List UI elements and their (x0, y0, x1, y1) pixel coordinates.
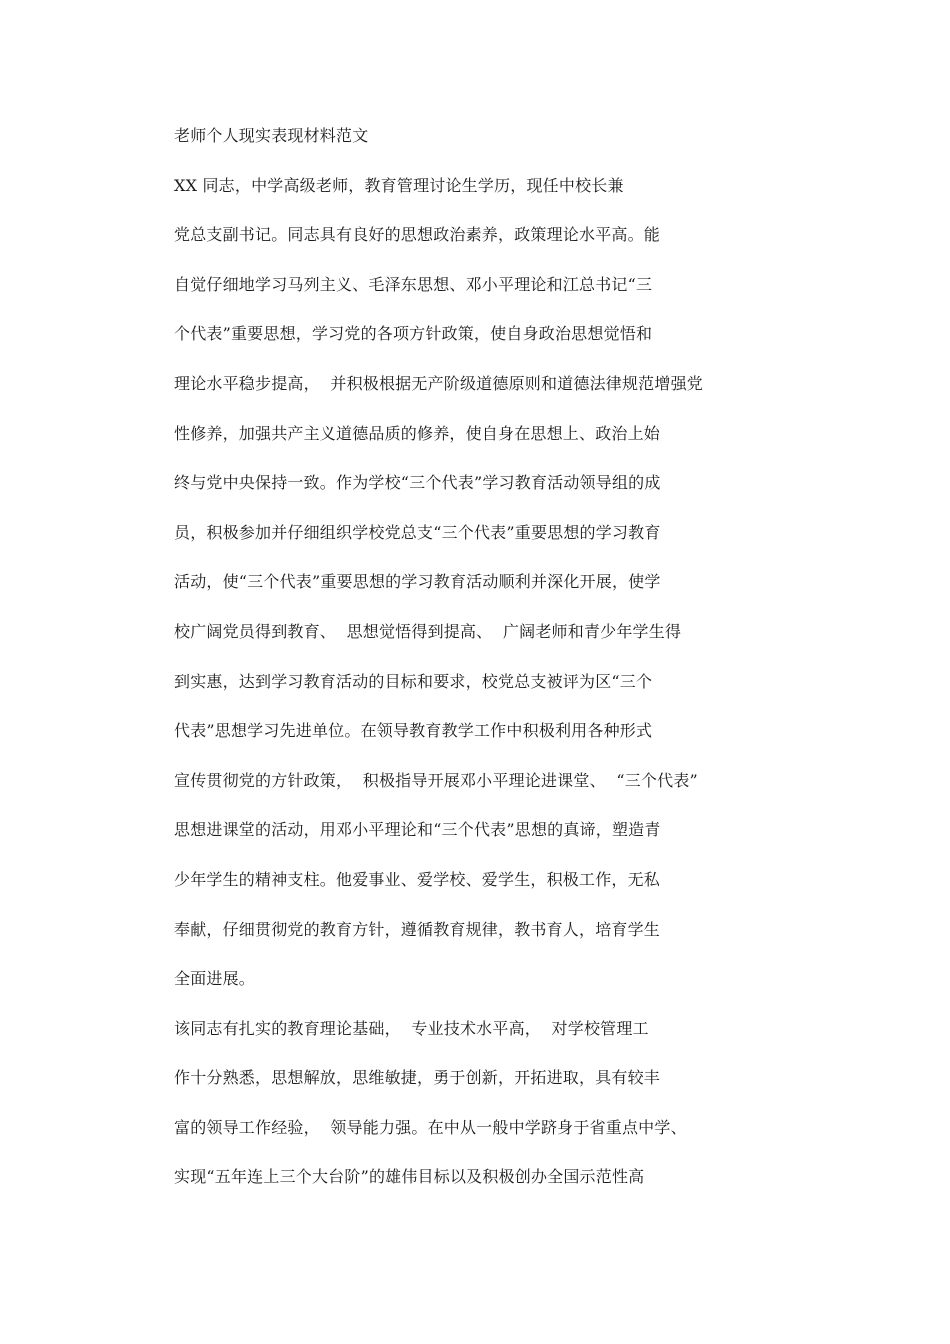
body-line: XX 同志，中学高级老师，教育管理讨论生学历，现任中校长兼 (174, 175, 624, 195)
body-line: 代表”思想学习先进单位。在领导教育教学工作中积极利用各种形式 (174, 721, 653, 741)
document-body (174, 121, 734, 1212)
body-line: 校广阔党员得到教育、 思想觉悟得到提高、 广阔老师和青少年学生得 (174, 621, 682, 641)
document-title: 老师个人现实表现材料范文 (174, 126, 369, 145)
body-line: 富的领导工作经验， 领导能力强。在中从一般中学跻身于省重点中学、 (174, 1117, 687, 1137)
body-line: 宣传贯彻党的方针政策， 积极指导开展邓小平理论进课堂、 “三个代表” (174, 770, 698, 790)
body-line: 实现“五年连上三个大台阶”的雄伟目标以及积极创办全国示范性高 (174, 1167, 645, 1187)
body-line: 终与党中央保持一致。作为学校“三个代表”学习教育活动领导组的成 (174, 473, 661, 493)
body-line: 全面进展。 (174, 969, 256, 989)
body-line: 自觉仔细地学习马列主义、毛泽东思想、邓小平理论和江总书记“三 (174, 274, 653, 294)
body-line: 奉献，仔细贯彻党的教育方针，遵循教育规律，教书育人，培育学生 (174, 919, 661, 939)
body-line: 活动，使“三个代表”重要思想的学习教育活动顺利并深化开展，使学 (174, 572, 661, 592)
body-line: 到实惠，达到学习教育活动的目标和要求，校党总支被评为区“三个 (174, 671, 653, 691)
body-line: 少年学生的精神支柱。他爱事业、爱学校、爱学生，积极工作，无私 (174, 869, 661, 889)
body-line: 个代表”重要思想，学习党的各项方针政策，使自身政治思想觉悟和 (174, 324, 653, 344)
body-line: 员，积极参加并仔细组织学校党总支“三个代表”重要思想的学习教育 (174, 522, 661, 542)
body-line: 该同志有扎实的教育理论基础， 专业技术水平高， 对学校管理工 (174, 1018, 649, 1038)
body-line: 性修养，加强共产主义道德品质的修养，使自身在思想上、政治上始 (174, 423, 661, 443)
body-line: 思想进课堂的活动，用邓小平理论和“三个代表”思想的真谛，塑造青 (174, 820, 661, 840)
body-line: 党总支副书记。同志具有良好的思想政治素养，政策理论水平高。能 (174, 225, 661, 245)
body-line: 作十分熟悉，思想解放，思维敏捷，勇于创新，开拓进取，具有较丰 (174, 1068, 661, 1088)
body-line: 理论水平稳步提高， 并积极根据无产阶级道德原则和道德法律规范增强党 (174, 373, 703, 393)
